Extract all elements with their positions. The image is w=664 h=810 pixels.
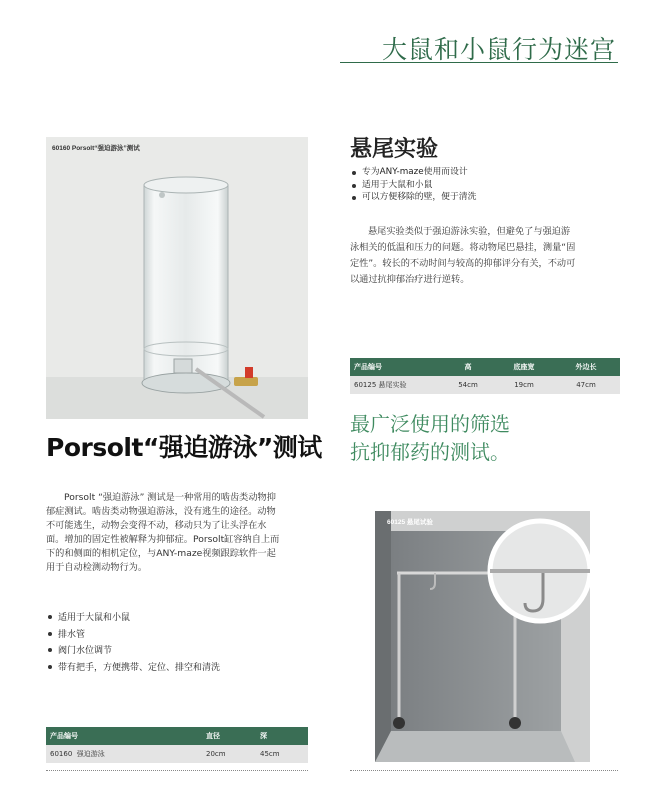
list-item: 适用于大鼠和小鼠 (46, 610, 220, 627)
header-rule (340, 62, 618, 63)
table-cell: 45cm (256, 745, 308, 763)
porsolt-feature-list (46, 610, 220, 676)
list-item: 阀门水位调节 (46, 643, 220, 660)
photo-caption: 60125 悬尾试验 (387, 519, 433, 526)
tail-suspension-title: 悬尾实验 (350, 137, 439, 162)
tail-spec-table (350, 358, 620, 394)
callout-line-1: 最广泛使用的筛选 (350, 412, 510, 436)
table-row (46, 745, 308, 763)
porsolt-title: Porsolt“强迫游泳”测试 (46, 433, 322, 462)
table-cell: 47cm (552, 376, 620, 394)
column-header: 高 (440, 358, 496, 376)
callout-line-2: 抗抑郁药的测试。 (350, 440, 510, 464)
column-header: 外边长 (552, 358, 620, 376)
green-callout-heading (350, 410, 510, 466)
cylinder-illustration (46, 137, 308, 419)
porsolt-line-6: 用于自动检测动物行为。 (46, 562, 148, 573)
table-cell: 60160 强迫游泳 (46, 745, 156, 763)
page-header-title: 大鼠和小鼠行为迷宫 (381, 35, 616, 64)
porsolt-line-5: 下的和侧面的相机定位，与ANY-maze视频跟踪软件一起 (46, 548, 276, 559)
tail-feature-list (350, 166, 476, 204)
tail-description (350, 224, 618, 288)
tail-line-2: 泳相关的低温和压力的问题。将动物尾巴悬挂，测量“固 (350, 242, 576, 253)
column-header (156, 727, 202, 745)
list-item: 带有把手，方便携带、定位、排空和清洗 (46, 660, 220, 677)
porsolt-line-3: 不可能逃生，动物会变得不动，移动只为了让头浮在水 (46, 520, 267, 531)
table-cell: 19cm (496, 376, 552, 394)
tail-line-1: 悬尾实验类似于强迫游泳实验，但避免了与强迫游 (368, 226, 571, 237)
table-cell: 20cm (202, 745, 256, 763)
column-header: 深 (256, 727, 308, 745)
column-header: 产品编号 (46, 727, 156, 745)
table-header-row (46, 727, 308, 745)
table-cell: 54cm (440, 376, 496, 394)
dotted-rule (350, 770, 618, 771)
list-item: 可以方便移除的壁，便于清洗 (350, 191, 476, 204)
porsolt-cylinder-photo (46, 137, 308, 419)
column-header: 直径 (202, 727, 256, 745)
photo-caption: 60160 Porsolt“强迫游泳”测试 (52, 145, 140, 152)
table-cell (156, 745, 202, 763)
porsolt-spec-table (46, 727, 308, 763)
column-header: 底座宽 (496, 358, 552, 376)
porsolt-description (46, 491, 308, 575)
tail-apparatus-illustration (375, 511, 590, 762)
table-row (350, 376, 620, 394)
table-header-row (350, 358, 620, 376)
list-item: 专为ANY-maze使用而设计 (350, 166, 476, 179)
table-cell: 60125 悬尾实验 (350, 376, 440, 394)
dotted-rule (46, 770, 308, 771)
tail-suspension-photo (375, 511, 590, 762)
column-header: 产品编号 (350, 358, 440, 376)
list-item: 排水管 (46, 627, 220, 644)
porsolt-line-1: Porsolt “强迫游泳” 测试是一种常用的啮齿类动物抑 (64, 492, 276, 503)
tail-line-3: 定性”。较长的不动时间与较高的抑郁评分有关，不动可 (350, 258, 576, 269)
porsolt-line-2: 郁症测试。啮齿类动物强迫游泳，没有逃生的途径。动物 (46, 506, 276, 517)
list-item: 适用于大鼠和小鼠 (350, 179, 476, 192)
tail-line-4: 以通过抗抑郁治疗进行逆转。 (350, 274, 470, 285)
porsolt-line-4: 面。增加的固定性被解释为抑郁症。Porsolt缸容纳自上而 (46, 534, 280, 545)
